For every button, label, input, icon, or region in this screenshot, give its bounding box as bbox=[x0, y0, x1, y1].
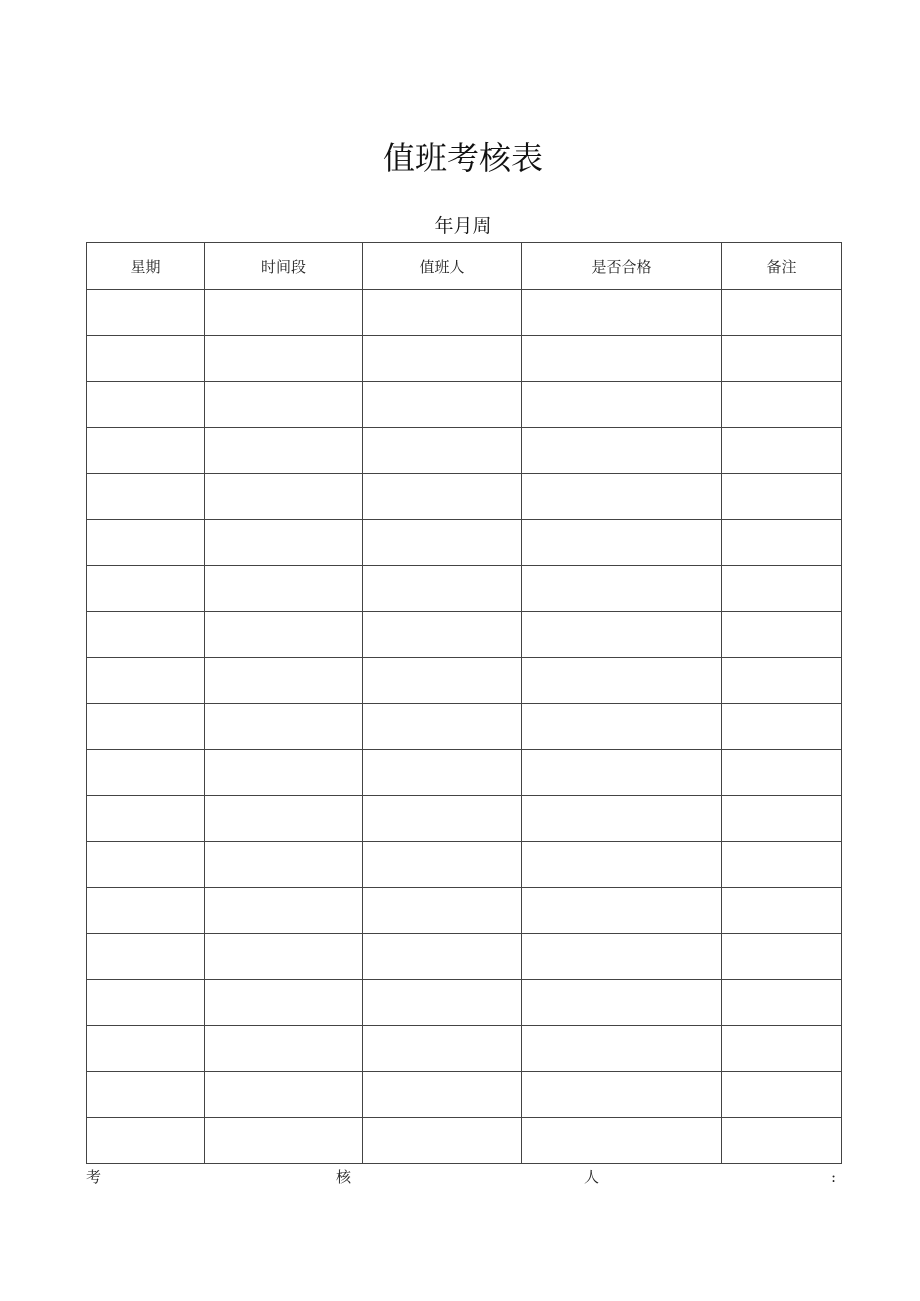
table-row bbox=[87, 888, 842, 934]
cell-duty-person[interactable] bbox=[363, 382, 522, 428]
table-row bbox=[87, 980, 842, 1026]
column-header-qualified: 是否合格 bbox=[522, 243, 722, 290]
cell-qualified[interactable] bbox=[522, 842, 722, 888]
cell-duty-person[interactable] bbox=[363, 566, 522, 612]
table-row bbox=[87, 474, 842, 520]
table-row bbox=[87, 336, 842, 382]
column-header-remarks: 备注 bbox=[722, 243, 842, 290]
table-row bbox=[87, 290, 842, 336]
cell-duty-person[interactable] bbox=[363, 750, 522, 796]
assessor-line bbox=[86, 1166, 841, 1188]
cell-qualified[interactable] bbox=[522, 888, 722, 934]
cell-weekday[interactable] bbox=[87, 750, 205, 796]
cell-duty-person[interactable] bbox=[363, 796, 522, 842]
cell-qualified[interactable] bbox=[522, 428, 722, 474]
cell-remarks[interactable] bbox=[722, 566, 842, 612]
table-row bbox=[87, 1026, 842, 1072]
column-header-weekday: 星期 bbox=[87, 243, 205, 290]
cell-duty-person[interactable] bbox=[363, 336, 522, 382]
assessor-colon: : bbox=[831, 1168, 837, 1186]
cell-qualified[interactable] bbox=[522, 980, 722, 1026]
cell-time-slot[interactable] bbox=[205, 428, 363, 474]
cell-weekday[interactable] bbox=[87, 888, 205, 934]
cell-qualified[interactable] bbox=[522, 796, 722, 842]
cell-duty-person[interactable] bbox=[363, 428, 522, 474]
table-body bbox=[87, 290, 842, 1164]
cell-remarks[interactable] bbox=[722, 474, 842, 520]
cell-remarks[interactable] bbox=[722, 888, 842, 934]
cell-remarks[interactable] bbox=[722, 1072, 842, 1118]
cell-time-slot[interactable] bbox=[205, 980, 363, 1026]
cell-weekday[interactable] bbox=[87, 842, 205, 888]
cell-duty-person[interactable] bbox=[363, 1072, 522, 1118]
cell-duty-person[interactable] bbox=[363, 1026, 522, 1072]
cell-weekday[interactable] bbox=[87, 1026, 205, 1072]
cell-remarks[interactable] bbox=[722, 704, 842, 750]
cell-weekday[interactable] bbox=[87, 934, 205, 980]
cell-remarks[interactable] bbox=[722, 796, 842, 842]
cell-weekday[interactable] bbox=[87, 796, 205, 842]
cell-remarks[interactable] bbox=[722, 612, 842, 658]
cell-qualified[interactable] bbox=[522, 520, 722, 566]
duty-assessment-table bbox=[86, 242, 842, 1164]
assessor-char-3: 人 bbox=[584, 1168, 600, 1186]
cell-duty-person[interactable] bbox=[363, 888, 522, 934]
table-row bbox=[87, 382, 842, 428]
cell-duty-person[interactable] bbox=[363, 612, 522, 658]
cell-remarks[interactable] bbox=[722, 980, 842, 1026]
cell-remarks[interactable] bbox=[722, 658, 842, 704]
cell-duty-person[interactable] bbox=[363, 1118, 522, 1164]
cell-qualified[interactable] bbox=[522, 658, 722, 704]
cell-duty-person[interactable] bbox=[363, 520, 522, 566]
cell-weekday[interactable] bbox=[87, 704, 205, 750]
column-header-time-slot: 时间段 bbox=[205, 243, 363, 290]
cell-remarks[interactable] bbox=[722, 750, 842, 796]
table-row bbox=[87, 704, 842, 750]
cell-remarks[interactable] bbox=[722, 842, 842, 888]
cell-weekday[interactable] bbox=[87, 336, 205, 382]
cell-weekday[interactable] bbox=[87, 428, 205, 474]
table-row bbox=[87, 750, 842, 796]
cell-duty-person[interactable] bbox=[363, 842, 522, 888]
cell-remarks[interactable] bbox=[722, 290, 842, 336]
cell-time-slot[interactable] bbox=[205, 290, 363, 336]
assessor-char-1: 考 bbox=[86, 1168, 102, 1186]
cell-weekday[interactable] bbox=[87, 658, 205, 704]
table-row bbox=[87, 1118, 842, 1164]
cell-weekday[interactable] bbox=[87, 1072, 205, 1118]
period-label: 年月周 bbox=[434, 215, 492, 237]
cell-qualified[interactable] bbox=[522, 750, 722, 796]
cell-remarks[interactable] bbox=[722, 428, 842, 474]
cell-time-slot[interactable] bbox=[205, 474, 363, 520]
cell-weekday[interactable] bbox=[87, 520, 205, 566]
cell-qualified[interactable] bbox=[522, 474, 722, 520]
cell-qualified[interactable] bbox=[522, 1026, 722, 1072]
cell-duty-person[interactable] bbox=[363, 474, 522, 520]
cell-weekday[interactable] bbox=[87, 612, 205, 658]
cell-remarks[interactable] bbox=[722, 1118, 842, 1164]
cell-duty-person[interactable] bbox=[363, 934, 522, 980]
cell-qualified[interactable] bbox=[522, 566, 722, 612]
table-row bbox=[87, 428, 842, 474]
table-row bbox=[87, 520, 842, 566]
cell-qualified[interactable] bbox=[522, 1072, 722, 1118]
cell-weekday[interactable] bbox=[87, 290, 205, 336]
cell-weekday[interactable] bbox=[87, 474, 205, 520]
cell-time-slot[interactable] bbox=[205, 382, 363, 428]
cell-time-slot[interactable] bbox=[205, 842, 363, 888]
cell-time-slot[interactable] bbox=[205, 566, 363, 612]
cell-qualified[interactable] bbox=[522, 382, 722, 428]
table-row bbox=[87, 934, 842, 980]
cell-time-slot[interactable] bbox=[205, 888, 363, 934]
cell-time-slot[interactable] bbox=[205, 1118, 363, 1164]
cell-time-slot[interactable] bbox=[205, 750, 363, 796]
cell-time-slot[interactable] bbox=[205, 658, 363, 704]
cell-duty-person[interactable] bbox=[363, 980, 522, 1026]
cell-duty-person[interactable] bbox=[363, 704, 522, 750]
cell-remarks[interactable] bbox=[722, 382, 842, 428]
table-row bbox=[87, 658, 842, 704]
cell-time-slot[interactable] bbox=[205, 796, 363, 842]
cell-duty-person[interactable] bbox=[363, 290, 522, 336]
cell-qualified[interactable] bbox=[522, 1118, 722, 1164]
table-header-row bbox=[87, 243, 842, 290]
column-header-duty-person: 值班人 bbox=[363, 243, 522, 290]
cell-time-slot[interactable] bbox=[205, 1026, 363, 1072]
page-title: 值班考核表 bbox=[382, 139, 543, 177]
cell-remarks[interactable] bbox=[722, 1026, 842, 1072]
table-row bbox=[87, 796, 842, 842]
cell-qualified[interactable] bbox=[522, 336, 722, 382]
cell-time-slot[interactable] bbox=[205, 704, 363, 750]
cell-duty-person[interactable] bbox=[363, 658, 522, 704]
table-row bbox=[87, 612, 842, 658]
cell-qualified[interactable] bbox=[522, 612, 722, 658]
cell-qualified[interactable] bbox=[522, 934, 722, 980]
cell-time-slot[interactable] bbox=[205, 520, 363, 566]
cell-weekday[interactable] bbox=[87, 566, 205, 612]
cell-qualified[interactable] bbox=[522, 290, 722, 336]
cell-time-slot[interactable] bbox=[205, 934, 363, 980]
table-row bbox=[87, 842, 842, 888]
cell-time-slot[interactable] bbox=[205, 1072, 363, 1118]
table-row bbox=[87, 566, 842, 612]
cell-remarks[interactable] bbox=[722, 934, 842, 980]
cell-weekday[interactable] bbox=[87, 980, 205, 1026]
cell-weekday[interactable] bbox=[87, 382, 205, 428]
table-row bbox=[87, 1072, 842, 1118]
cell-time-slot[interactable] bbox=[205, 612, 363, 658]
assessor-char-2: 核 bbox=[336, 1168, 352, 1186]
cell-remarks[interactable] bbox=[722, 520, 842, 566]
cell-weekday[interactable] bbox=[87, 1118, 205, 1164]
cell-remarks[interactable] bbox=[722, 336, 842, 382]
cell-time-slot[interactable] bbox=[205, 336, 363, 382]
cell-qualified[interactable] bbox=[522, 704, 722, 750]
